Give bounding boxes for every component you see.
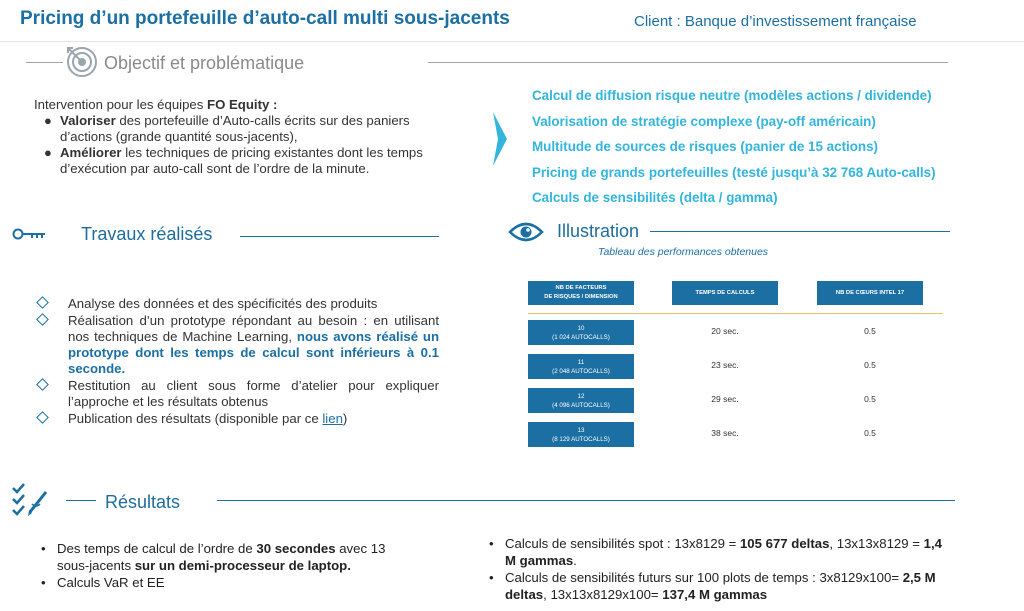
objectif-bullet-2: ● Améliorer les techniques de pricing existantes dont les temps d’exécution par auto-call sont de l’ordre de la minute.	[44, 145, 423, 176]
table-header-time: TEMPS DE CALCULS	[672, 281, 778, 305]
table-cell-cores: 0.5	[864, 326, 876, 336]
table-row-dimension: 12 (4 096 AUTOCALLS)	[528, 388, 634, 413]
challenge-item: Calculs de sensibilités (delta / gamma)	[532, 190, 778, 205]
travaux-item: Publication des résultats (disponible par ce lien)	[38, 411, 439, 427]
resultat-item: • Des temps de calcul de l’ordre de 30 secondes avec 13 sous-jacents sur un demi-processeur de laptop.	[41, 541, 386, 573]
resultats-line-right	[217, 500, 955, 501]
diamond-bullet-icon	[36, 378, 49, 391]
challenges-list	[532, 83, 936, 211]
objectif-heading: Objectif et problématique	[104, 53, 305, 73]
chevron-right-icon	[493, 112, 507, 166]
resultat-item: • Calculs VaR et EE	[41, 575, 165, 590]
table-cell-time: 23 sec.	[711, 360, 739, 370]
diamond-bullet-icon	[36, 296, 49, 309]
resultats-heading: Résultats	[105, 492, 181, 512]
travaux-heading: Travaux réalisés	[81, 224, 213, 244]
challenge-item: Pricing de grands portefeuilles (testé jusqu’à 32 768 Auto-calls)	[532, 164, 936, 180]
table-cell-cores: 0.5	[864, 428, 876, 438]
client-label: Client : Banque d’investissement française	[634, 13, 917, 30]
travaux-item: Restitution au client sous forme d’atelier pour expliquer l’approche et les résultats obtenus	[38, 378, 439, 410]
table-row-dimension: 10 (1 024 AUTOCALLS)	[528, 320, 634, 345]
table-subtitle: Tableau des performances obtenues	[598, 246, 769, 258]
resultats-right-list	[487, 535, 952, 603]
resultats-line-left	[66, 500, 96, 501]
table-cell-cores: 0.5	[864, 360, 876, 370]
table-cell-time: 29 sec.	[711, 394, 739, 404]
table-header-cores: NB DE CŒURS INTEL 17	[817, 281, 923, 305]
travaux-line	[240, 236, 439, 237]
diamond-bullet-icon	[36, 411, 49, 424]
table-row-dimension: 13 (8 129 AUTOCALLS)	[528, 422, 634, 447]
challenge-item: Calcul de diffusion risque neutre (modèles actions / dividende)	[532, 88, 932, 103]
diamond-bullet-icon	[36, 313, 49, 326]
illustration-heading: Illustration	[557, 221, 640, 241]
illustration-line	[650, 231, 950, 232]
checklist-icon	[10, 482, 50, 518]
table-cell-time: 38 sec.	[711, 428, 739, 438]
travaux-list	[38, 296, 439, 428]
target-icon	[64, 44, 98, 78]
objectif-intro: Intervention pour les équipes FO Equity :	[34, 97, 278, 112]
resultat-item: • Calculs de sensibilités futurs sur 100 plots de temps : 3x8129x100= 2,5 M deltas, 13x13x8129x100= 137,4 M gammas	[489, 570, 936, 602]
objectif-body	[34, 97, 462, 177]
table-cell-cores: 0.5	[864, 394, 876, 404]
resultats-left-list	[39, 540, 419, 591]
header-divider	[0, 41, 1024, 42]
eye-icon	[508, 221, 544, 243]
key-icon	[12, 226, 46, 242]
table-header-dimension: NB DE FACTEURS DE RISQUES / DIMENSION	[528, 281, 634, 305]
publication-link[interactable]: lien	[322, 411, 343, 426]
challenge-item: Valorisation de stratégie complexe (pay-off américain)	[532, 113, 876, 129]
objectif-bullet-1: ● Valoriser des portefeuille d’Auto-calls écrits sur des paniers d’actions (grande quantité sous-jacents),	[44, 113, 410, 144]
travaux-item: Analyse des données et des spécificités des produits	[38, 296, 439, 312]
objectif-line-right	[428, 62, 948, 63]
table-row-dimension: 11 (2 048 AUTOCALLS)	[528, 354, 634, 379]
resultat-item: • Calculs de sensibilités spot : 13x8129 = 105 677 deltas, 13x13x8129 = 1,4 M gammas.	[489, 536, 942, 568]
objectif-line-left	[26, 62, 63, 63]
table-cell-time: 20 sec.	[711, 326, 739, 336]
page-title: Pricing d’un portefeuille d’auto-call multi sous-jacents	[20, 8, 510, 29]
travaux-item: Réalisation d’un prototype répondant au besoin : en utilisant nos techniques de Machine Learning, nous avons réalisé un prototype dont les temps de calcul sont inférieurs à 0.1 seconde.	[38, 313, 439, 377]
table-header-rule	[528, 313, 943, 314]
challenge-item: Multitude de sources de risques (panier de 15 actions)	[532, 139, 879, 154]
